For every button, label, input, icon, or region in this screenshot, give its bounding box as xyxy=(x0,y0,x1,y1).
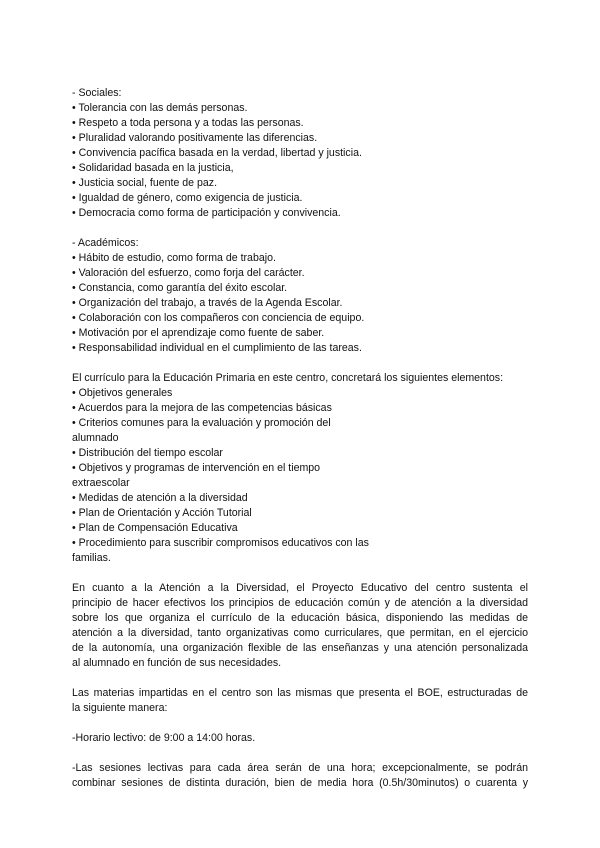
academicos-item: • Responsabilidad individual en el cumplimiento de las tareas. xyxy=(72,342,362,354)
sesiones-paragraph xyxy=(72,761,528,791)
curriculo-item: • Objetivos generales xyxy=(72,387,173,399)
paragraph-line: combinar sesiones de distinta duración, bien de media hora (0.5h/30minutos) o cuarenta y xyxy=(72,777,528,789)
materias-paragraph xyxy=(72,686,528,716)
sociales-item: • Pluralidad valorando positivamente las diferencias. xyxy=(72,132,318,144)
academicos-item: • Hábito de estudio, como forma de trabajo. xyxy=(72,252,276,264)
curriculo-item: alumnado xyxy=(72,432,119,444)
sociales-item: • Justicia social, fuente de paz. xyxy=(72,177,218,189)
academicos-item: • Constancia, como garantía del éxito escolar. xyxy=(72,282,288,294)
sociales-item: • Tolerancia con las demás personas. xyxy=(72,102,248,114)
curriculo-item: • Plan de Orientación y Acción Tutorial xyxy=(72,507,252,519)
paragraph-line: Las materias impartidas en el centro son las mismas que presenta el BOE, estructuradas de xyxy=(72,687,528,699)
academicos-item: • Organización del trabajo, a través de la Agenda Escolar. xyxy=(72,297,343,309)
sociales-item: • Solidaridad basada en la justicia, xyxy=(72,162,234,174)
paragraph-line: En cuanto a la Atención a la Diversidad, el Proyecto Educativo del centro sustenta el xyxy=(72,582,528,594)
spacer xyxy=(72,716,528,731)
curriculo-item: • Plan de Compensación Educativa xyxy=(72,522,238,534)
academicos-heading: - Académicos: xyxy=(72,237,139,249)
paragraph-line: de la autonomía, una organización flexible de las enseñanzas y una atención personalizada xyxy=(72,642,528,654)
horario-text: -Horario lectivo: de 9:00 a 14:00 horas. xyxy=(72,732,256,744)
spacer xyxy=(72,221,528,236)
curriculo-section xyxy=(72,371,528,566)
curriculo-item: • Acuerdos para la mejora de las competencias básicas xyxy=(72,402,332,414)
paragraph-line: al alumnado en función de sus necesidades. xyxy=(72,657,282,669)
sociales-section xyxy=(72,86,528,221)
sociales-heading: - Sociales: xyxy=(72,87,122,99)
spacer xyxy=(72,671,528,686)
spacer xyxy=(72,566,528,581)
curriculo-item: familias. xyxy=(72,552,111,564)
sociales-item: • Respeto a toda persona y a todas las personas. xyxy=(72,117,304,129)
paragraph-line: principio de hacer efectivos los principios de educación común y de atención a la diversidad xyxy=(72,597,528,609)
curriculo-item: • Objetivos y programas de intervención en el tiempo xyxy=(72,462,321,474)
paragraph-line: atención a la diversidad, tanto organizativas como curriculares, que permitan, en el ejercicio xyxy=(72,627,528,639)
document-content xyxy=(72,86,528,791)
sociales-item: • Convivencia pacífica basada en la verdad, libertad y justicia. xyxy=(72,147,362,159)
spacer xyxy=(72,746,528,761)
curriculo-item: extraescolar xyxy=(72,477,130,489)
sociales-item: • Democracia como forma de participación y convivencia. xyxy=(72,207,341,219)
spacer xyxy=(72,356,528,371)
curriculo-intro: El currículo para la Educación Primaria en este centro, concretará los siguientes elementos: xyxy=(72,372,504,384)
curriculo-item: • Procedimiento para suscribir compromisos educativos con las xyxy=(72,537,369,549)
diversidad-paragraph xyxy=(72,581,528,671)
academicos-section xyxy=(72,236,528,356)
academicos-item: • Valoración del esfuerzo, como forja del carácter. xyxy=(72,267,305,279)
curriculo-item: • Criterios comunes para la evaluación y promoción del xyxy=(72,417,331,429)
paragraph-line: -Las sesiones lectivas para cada área serán de una hora; excepcionalmente, se podrán xyxy=(72,762,528,774)
sociales-item: • Igualdad de género, como exigencia de justicia. xyxy=(72,192,303,204)
academicos-item: • Motivación por el aprendizaje como fuente de saber. xyxy=(72,327,325,339)
academicos-item: • Colaboración con los compañeros con conciencia de equipo. xyxy=(72,312,365,324)
curriculo-item: • Medidas de atención a la diversidad xyxy=(72,492,248,504)
curriculo-item: • Distribución del tiempo escolar xyxy=(72,447,223,459)
paragraph-line: la siguiente manera: xyxy=(72,702,168,714)
paragraph-line: sobre los que organiza el currículo de la educación básica, disponiendo las medidas de xyxy=(72,612,528,624)
